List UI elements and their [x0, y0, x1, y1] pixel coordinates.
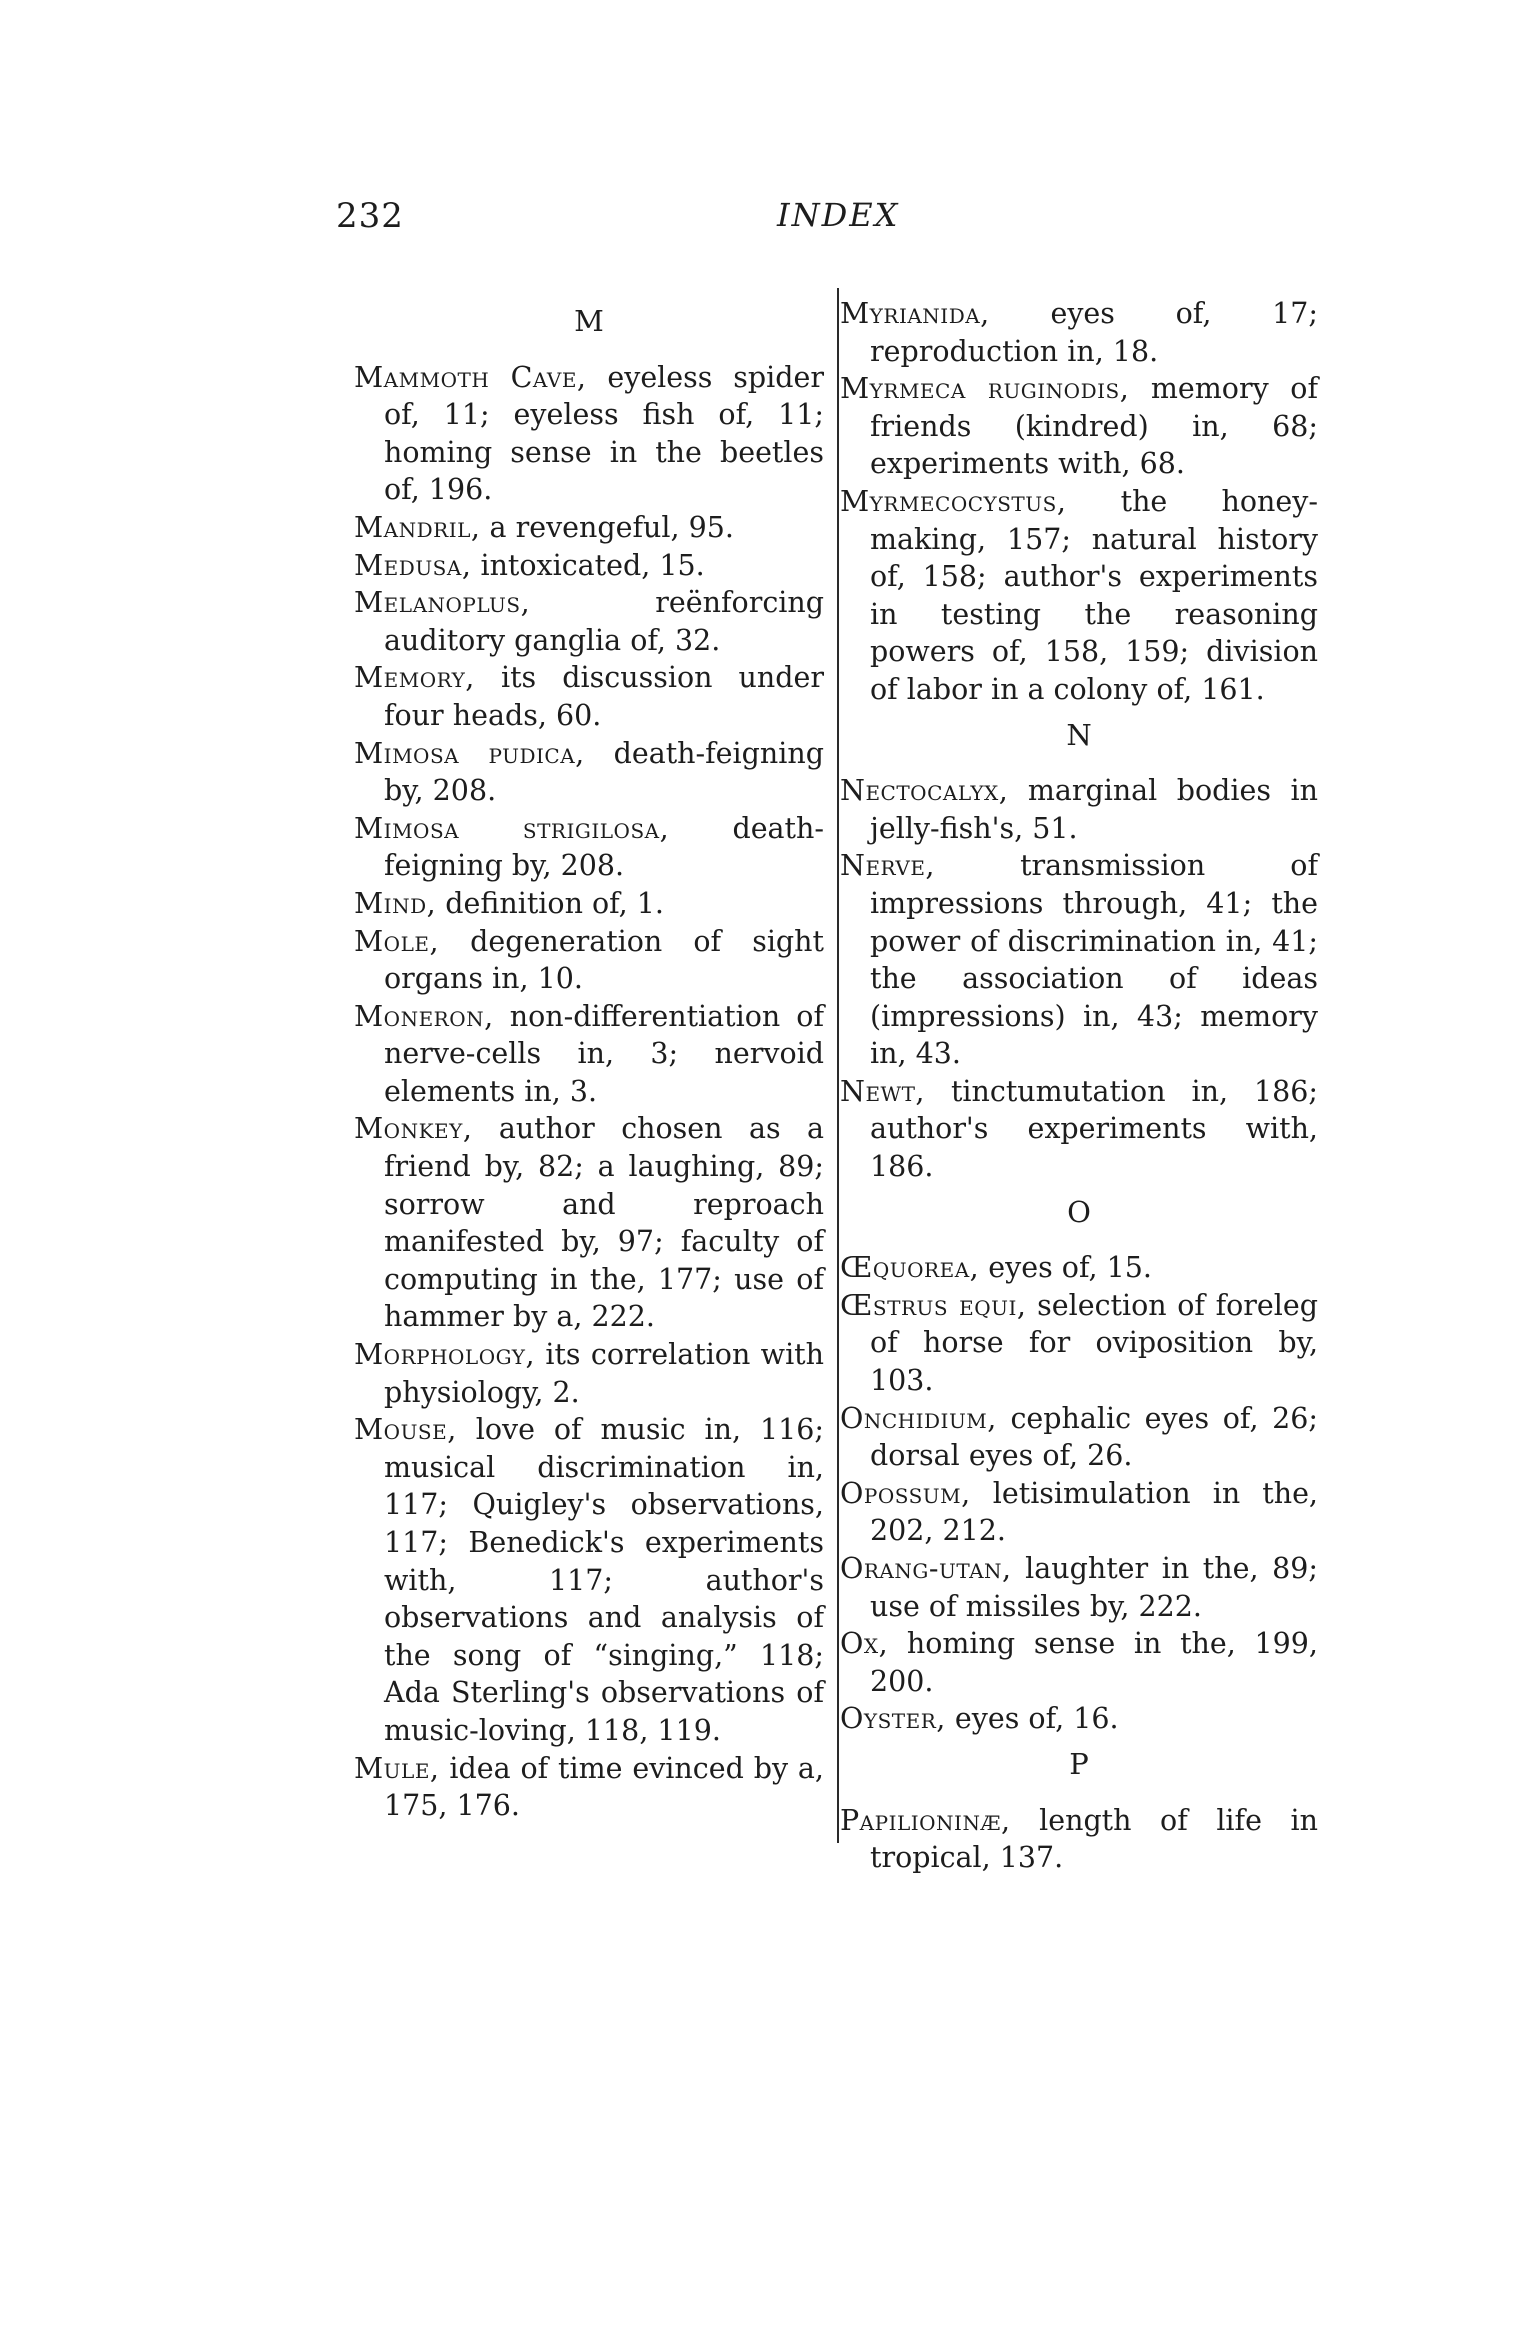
entry-text: definition of, 1.	[436, 886, 664, 920]
index-entry	[354, 1411, 824, 1749]
entry-heading: Mouse,	[354, 1413, 457, 1447]
entry-text: eyeless spider of, 11; eyeless fish of, 11; homing sense in the beetles of, 196.	[384, 360, 824, 507]
page-number: 232	[336, 196, 404, 236]
index-entry	[840, 1802, 1318, 1877]
entry-heading: Medusa,	[354, 548, 472, 582]
entry-heading: Myrmecocystus,	[840, 484, 1067, 518]
entry-text: the honey-making, 157; natural history of, 158; author's experiments in testing the reasoning powers of, 158, 159; division of labor in a colony of, 161.	[870, 484, 1318, 706]
entry-text: non-differentiation of nerve-cells in, 3; nervoid elements in, 3.	[384, 999, 824, 1108]
index-entry	[840, 1550, 1318, 1625]
entry-text: length of life in tropical, 137.	[870, 1803, 1318, 1875]
entry-heading: Mole,	[354, 924, 440, 958]
entry-text: a revengeful, 95.	[480, 510, 734, 544]
entry-text: reënforcing auditory ganglia of, 32.	[384, 586, 824, 657]
index-entry	[840, 772, 1318, 847]
entry-heading: Nerve,	[840, 849, 935, 883]
entry-heading: Onchidium,	[840, 1401, 997, 1435]
entry-text: idea of time evinced by a, 175, 176.	[384, 1751, 824, 1823]
index-entry	[840, 483, 1318, 709]
entry-heading: Papilioninæ,	[840, 1803, 1011, 1837]
entry-heading: Opossum,	[840, 1476, 971, 1510]
section-letter: M	[574, 304, 604, 338]
index-entry	[354, 509, 824, 547]
index-entry	[354, 584, 824, 659]
index-entry	[354, 998, 824, 1111]
entry-text: laughter in the, 89; use of missiles by, 222.	[870, 1552, 1318, 1623]
entry-heading: Monkey,	[354, 1112, 473, 1146]
entry-heading: Mimosa pudica,	[354, 736, 585, 770]
entry-heading: Myrmeca ruginodis,	[840, 372, 1130, 406]
index-entry	[840, 1625, 1318, 1700]
entry-text: cephalic eyes of, 26; dorsal eyes of, 26.	[870, 1401, 1318, 1473]
entry-heading: Newt,	[840, 1074, 925, 1108]
entry-text: eyes of, 15.	[979, 1251, 1152, 1285]
index-entry	[840, 847, 1318, 1073]
index-entry	[354, 735, 824, 810]
index-entry	[840, 295, 1318, 370]
index-entry	[354, 885, 824, 923]
section-letter: N	[1066, 717, 1092, 752]
index-entry	[354, 1750, 824, 1825]
entry-text: death-feigning by, 208.	[384, 811, 824, 883]
entry-heading: Ox,	[840, 1627, 889, 1661]
entry-heading: Œquorea,	[840, 1251, 980, 1285]
entry-text: its discussion under four heads, 60.	[384, 661, 824, 732]
entry-heading: Oyster,	[840, 1702, 946, 1736]
entry-text: intoxicated, 15.	[471, 548, 705, 582]
index-entry	[840, 1073, 1318, 1186]
entry-heading: Melanoplus,	[354, 586, 531, 620]
entry-heading: Nectocalyx,	[840, 774, 1009, 808]
index-entry	[840, 1475, 1318, 1550]
entry-heading: Mandril,	[354, 510, 481, 544]
entry-heading: Morphology,	[354, 1338, 535, 1372]
entry-text: homing sense in the, 199, 200.	[870, 1627, 1318, 1698]
index-entry	[354, 810, 824, 885]
column-divider	[837, 288, 839, 1843]
index-entry	[840, 1249, 1318, 1287]
entry-heading: Orang-utan,	[840, 1552, 1012, 1585]
entry-text: death-feigning by, 208.	[384, 736, 824, 808]
entry-heading: Moneron,	[354, 999, 494, 1033]
entry-text: eyes of, 16.	[945, 1702, 1119, 1736]
entry-text: memory of friends (kindred) in, 68; experiments with, 68.	[870, 372, 1318, 481]
index-entry	[840, 370, 1318, 483]
index-entry	[354, 1110, 824, 1336]
entry-text: letisimulation in the, 202, 212.	[870, 1476, 1318, 1548]
entry-text: tinctumutation in, 186; author's experiments with, 186.	[870, 1074, 1318, 1184]
entry-heading: Mammoth Cave,	[354, 360, 587, 394]
entry-text: marginal bodies in jelly-fish's, 51.	[870, 774, 1318, 845]
entry-text: love of music in, 116; musical discrimination in, 117; Quigley's observations, 117; Benedick's experiments with, 117; author's observations and analysis of the song of “singing,” 118; Ada Sterling's observations of music-loving, 118, 119.	[384, 1413, 824, 1747]
entry-text: its correlation with physiology, 2.	[384, 1338, 824, 1409]
section-letter: P	[1069, 1746, 1089, 1781]
index-entry	[354, 359, 824, 509]
running-head: INDEX	[777, 196, 900, 234]
entry-text: eyes of, 17; reproduction in, 18.	[870, 297, 1318, 368]
entry-heading: Mind,	[354, 886, 437, 920]
index-entry	[840, 1287, 1318, 1400]
entry-text: selection of foreleg of horse for oviposition by, 103.	[870, 1288, 1318, 1398]
index-entry	[354, 659, 824, 734]
index-entry	[354, 1336, 824, 1411]
entry-heading: Mimosa strigilosa,	[354, 811, 670, 845]
index-column-left	[354, 295, 824, 1825]
entry-heading: Myrianida,	[840, 297, 990, 330]
entry-text: degeneration of sight organs in, 10.	[384, 924, 824, 996]
entry-text: author chosen as a friend by, 82; a laughing, 89; sorrow and reproach manifested by, 97; faculty of computing in the, 177; use of hammer by a, 222.	[384, 1112, 824, 1334]
entry-text: transmission of impressions through, 41; the power of discrimination in, 41; the association of ideas (impressions) in, 43; memory in, 43.	[870, 849, 1318, 1071]
index-column-right	[840, 295, 1318, 1877]
index-entry	[354, 923, 824, 998]
entry-heading: Memory,	[354, 661, 475, 695]
entry-heading: Mule,	[354, 1751, 440, 1785]
index-entry	[840, 1700, 1318, 1738]
entry-heading: Œstrus equi,	[840, 1288, 1027, 1322]
index-entry	[840, 1400, 1318, 1475]
index-entry	[354, 547, 824, 585]
section-letter: O	[1067, 1194, 1091, 1229]
